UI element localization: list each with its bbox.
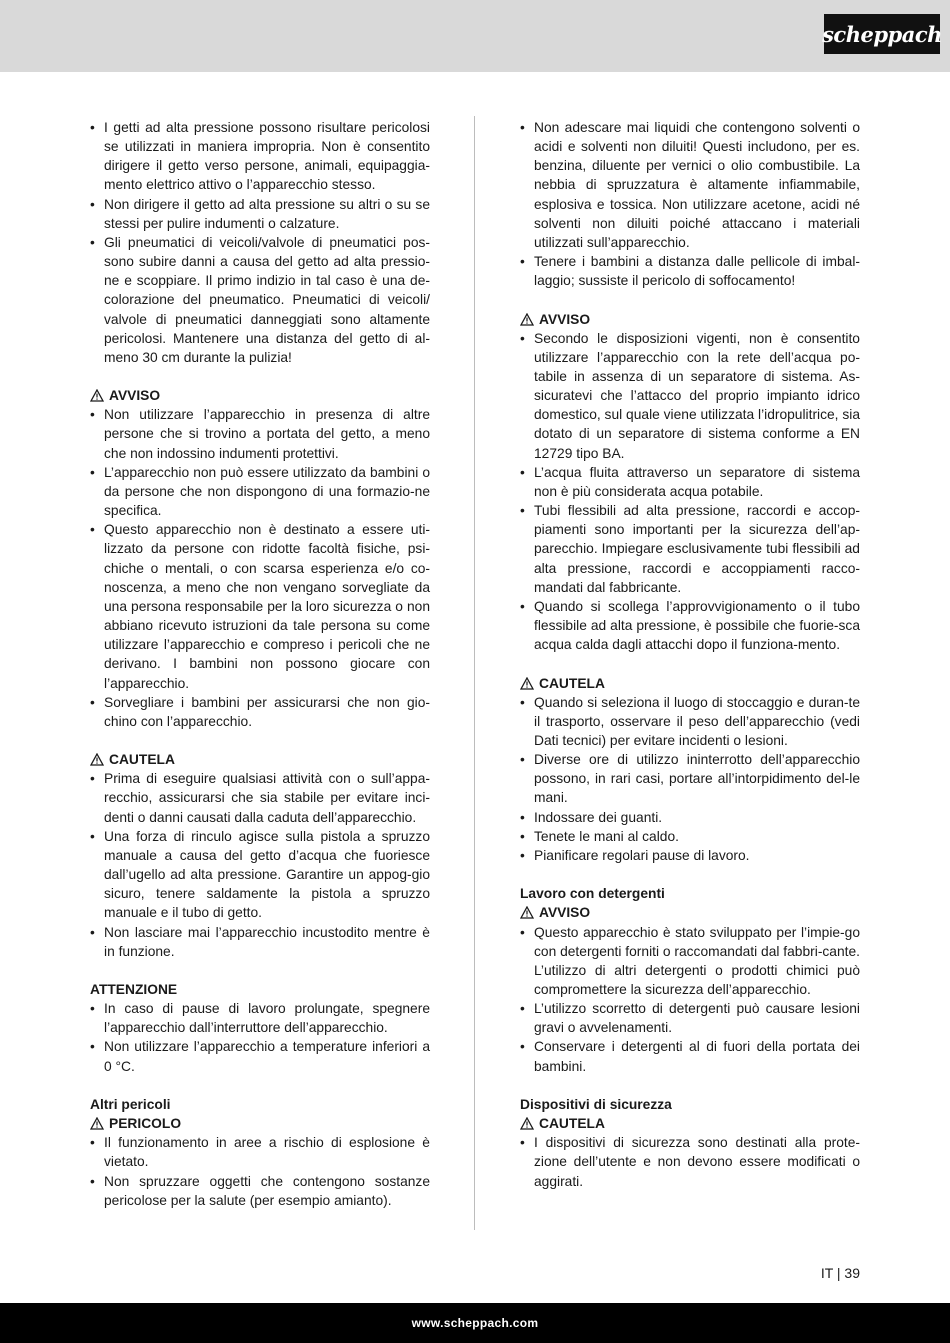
dispositivi-bullet-list [520, 1133, 860, 1190]
list-item: • Non utilizzare l’apparecchio in presenza di altre persone che si trovino a portata del getto, a meno che non indossino indumenti protettivi. [90, 405, 430, 462]
warning-triangle-icon [90, 389, 104, 402]
list-item: • Non adescare mai liquidi che contengono solventi o acidi e solventi non diluiti! Questi includono, per es. benzina, diluente per vernici o olio combustibile. La nebbia di spruzzatura è altamente infiammabile, esplosiva e tossica. Non utilizzare acetone, acidi né solventi non diluiti poiché attaccano i materiali utilizzati sull’apparecchio. [520, 118, 860, 252]
list-item: • Non lasciare mai l’apparecchio incustodito mentre è in funzione. [90, 923, 430, 961]
avviso-bullet-list [520, 329, 860, 655]
list-item: • Prima di eseguire qualsiasi attività con o sull’appa-recchio, assicurarsi che sia stabile per evitare inci-denti o danni causati dalla caduta dell’apparecchio. [90, 769, 430, 826]
list-item: • Quando si seleziona il luogo di stoccaggio e duran-te il trasporto, osservare il peso dell’apparecchio (vedi Dati tecnici) per evitare incidenti o lesioni. [520, 693, 860, 750]
list-item: • Questo apparecchio è stato sviluppato per l’impie-go con detergenti forniti o raccomandati dal fabbri-cante. L’utilizzo di altri detergenti o prodotti chimici può compromettere la sicurezza dell’apparecchio. [520, 923, 860, 1000]
warning-triangle-icon [520, 677, 534, 690]
list-item: • Indossare dei guanti. [520, 808, 860, 827]
detergenti-heading: Lavoro con detergenti [520, 886, 665, 902]
warning-label: CAUTELA [109, 752, 175, 768]
list-item: • Il funzionamento in aree a rischio di esplosione è vietato. [90, 1133, 430, 1171]
cautela-bullet-list [90, 769, 430, 961]
list-item: • Quando si scollega l’approvvigionamento o il tubo flessibile ad alta pressione, è possibile che fuorie-sca acqua calda dagli attacchi dopo il funziona-mento. [520, 597, 860, 654]
footer-bar [0, 1303, 950, 1343]
brand-logo-text: scheppach [822, 21, 942, 47]
avviso-warning [520, 310, 860, 329]
list-item: • Diverse ore di utilizzo ininterrotto dell’apparecchio possono, in rari casi, portare all’intorpidimento del-le mani. [520, 750, 860, 807]
warning-triangle-icon [520, 1117, 534, 1130]
warning-triangle-icon [520, 906, 534, 919]
dispositivi-heading: Dispositivi di sicurezza [520, 1096, 672, 1112]
list-item: • Questo apparecchio non è destinato a essere uti-lizzato da persone con ridotte facoltà fisiche, psi-chiche o mentali, o con scarsa esperienza e/o co-noscenza, a meno che non vengano sorvegliate da una persona responsabile per la loro sicurezza o non abbiano ricevuto istruzioni da tale persona su come utilizzare l’apparecchio e compreso i pericoli che ne derivano. I bambini non possono giocare con l’apparecchio. [90, 520, 430, 692]
list-item: • In caso di pause di lavoro prolungate, spegnere l’apparecchio dall’interruttore dell’apparecchio. [90, 999, 430, 1037]
column-divider [474, 116, 475, 1230]
list-item: • Tubi flessibili ad alta pressione, raccordi e accop-piamenti sono importanti per la sicurezza dell’ap-parecchio. Impiegare esclusivamente tubi flessibili ad alta pressione, raccordi e accoppiamenti racco-mandati dal fabbricante. [520, 501, 860, 597]
page-number: IT | 39 [820, 1265, 860, 1281]
warning-label: PERICOLO [109, 1116, 182, 1132]
list-item: • Pianificare regolari pause di lavoro. [520, 846, 860, 865]
avviso-bullet-list [90, 405, 430, 731]
cautela-bullet-list [520, 693, 860, 865]
list-item: • Secondo le disposizioni vigenti, non è consentito utilizzare l’apparecchio con la rete dell’acqua po-tabile in assenza di un separatore di sistema. As-sicuratevi che l’attacco del proprio impianto idrico domestico, sul quale viene utilizzata l’idropulitrice, sia dotato di un separatore di sistema conforme a EN 12729 tipo BA. [520, 329, 860, 463]
list-item: • L’apparecchio non può essere utilizzato da bambini o da persone che non dispongono di una formazio-ne specifica. [90, 463, 430, 520]
list-item: • Una forza di rinculo agisce sulla pistola a spruzzo manuale a causa del getto d’acqua che fuoriesce dall’ugello ad alta pressione. Garantire un appog-gio sicuro, tenere saldamente la pistola a spruzzo manuale e il tubo di getto. [90, 827, 430, 923]
intro-bullet-list [520, 118, 860, 290]
altri-pericoli-heading: Altri pericoli [90, 1096, 171, 1112]
warning-triangle-icon [90, 753, 104, 766]
detergenti-bullet-list [520, 923, 860, 1076]
detergenti-avviso-warning [520, 903, 860, 922]
header-band [0, 0, 950, 72]
list-item: • Tenere i bambini a distanza dalle pellicole di imbal-laggio; sussiste il pericolo di soffocamento! [520, 252, 860, 290]
list-item: • Non dirigere il getto ad alta pressione su altri o su se stessi per pulire indumenti o calzature. [90, 195, 430, 233]
attenzione-bullet-list [90, 999, 430, 1076]
cautela-warning [520, 674, 860, 693]
right-column [520, 118, 860, 1191]
list-item: • Non utilizzare l’apparecchio a temperature inferiori a 0 °C. [90, 1037, 430, 1075]
warning-label: AVVISO [109, 388, 161, 404]
warning-label: CAUTELA [539, 675, 605, 691]
cautela-warning [90, 750, 430, 769]
warning-label: CAUTELA [539, 1116, 605, 1132]
avviso-warning [90, 386, 430, 405]
list-item: • Tenete le mani al caldo. [520, 827, 860, 846]
dispositivi-cautela-warning [520, 1114, 860, 1133]
warning-triangle-icon [520, 313, 534, 326]
list-item: • Sorvegliare i bambini per assicurarsi che non gio-chino con l’apparecchio. [90, 693, 430, 731]
list-item: • L’utilizzo scorretto di detergenti può causare lesioni gravi o avvelenamenti. [520, 999, 860, 1037]
list-item: • Non spruzzare oggetti che contengono sostanze pericolose per la salute (per esempio amianto). [90, 1172, 430, 1210]
left-column [90, 118, 430, 1210]
footer-url: www.scheppach.com [411, 1316, 539, 1330]
list-item: • Gli pneumatici di veicoli/valvole di pneumatici pos-sono subire danni a causa del getto ad alta pressio-ne e scoppiare. Il primo indizio in tal caso è una de-colorazione del pneumatico. Pneumatici di veicoli/ valvole di pneumatici danneggiati sono altamente pericolosi. Mantenere una distanza del getto di al-meno 30 cm durante la pulizia! [90, 233, 430, 367]
warning-label: AVVISO [539, 311, 591, 327]
pericolo-warning [90, 1114, 430, 1133]
list-item: • L’acqua fluita attraverso un separatore di sistema non è più considerata acqua potabile. [520, 463, 860, 501]
pericolo-bullet-list [90, 1133, 430, 1210]
warning-label: AVVISO [539, 905, 591, 921]
intro-bullet-list [90, 118, 430, 367]
list-item: • Conservare i detergenti al di fuori della portata dei bambini. [520, 1037, 860, 1075]
warning-triangle-icon [90, 1117, 104, 1130]
list-item: • I dispositivi di sicurezza sono destinati alla prote-zione dell’utente e non devono essere modificati o aggirati. [520, 1133, 860, 1190]
attenzione-heading: ATTENZIONE [90, 981, 178, 997]
brand-logo [824, 14, 940, 54]
list-item: • I getti ad alta pressione possono risultare pericolosi se utilizzati in maniera impropria. Non è consentito dirigere il getto verso persone, animali, equipaggia-mento elettrico attivo o l’apparecchio stesso. [90, 118, 430, 195]
